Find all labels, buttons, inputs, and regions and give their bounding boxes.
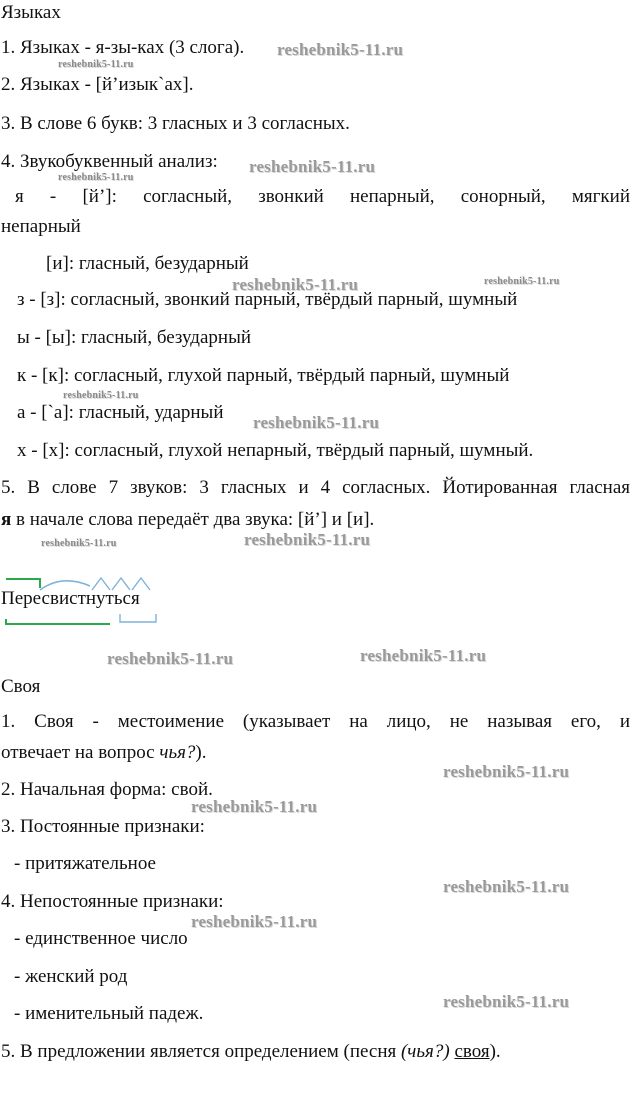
iotated-vowel-text: в начале слова передаёт два звука: [й’] и [и]. [11, 509, 375, 530]
watermark: reshebnik5-11.ru [443, 992, 570, 1011]
watermark: reshebnik5-11.ru [191, 912, 318, 931]
watermark: reshebnik5-11.ru [249, 157, 376, 176]
analysis-k: к - [к]: согласный, глухой парный, твёрдый парный, шумный [17, 365, 510, 386]
morpheme-word: Пересвистнуться [1, 588, 140, 609]
section1-title: Языках [1, 2, 61, 23]
watermark: reshebnik5-11.ru [191, 797, 318, 816]
sounds-count-line: 5. В слове 7 звуков: 3 гласных и 4 согласных. Йотированная гласная [1, 477, 630, 498]
analysis-z: з - [з]: согласный, звонкий парный, твёрдый парный, шумный [17, 289, 518, 310]
watermark: reshebnik5-11.ru [58, 172, 134, 183]
pronoun-definition: 1. Своя - местоимение (указывает на лицо, не называя его, и [1, 711, 630, 732]
analysis-i: [и]: гласный, безударный [46, 253, 249, 274]
watermark: reshebnik5-11.ru [443, 762, 570, 781]
analysis-ya: я - [й’]: согласный, звонкий непарный, сонорный, мягкий [15, 186, 630, 207]
syntactic-role-word: своя [454, 1041, 490, 1062]
analysis-y: ы - [ы]: гласный, безударный [17, 327, 252, 348]
letters-count-line: 3. В слове 6 букв: 3 гласных и 3 согласных. [1, 113, 350, 134]
pronoun-question-word: чья? [159, 742, 196, 763]
transcription-line: 2. Языках - [й’изык`ах]. [1, 74, 194, 95]
watermark: reshebnik5-11.ru [41, 538, 117, 549]
syntactic-role-post: ). [489, 1041, 501, 1062]
watermark: reshebnik5-11.ru [58, 59, 134, 70]
feature-possessive: - притяжательное [14, 853, 156, 874]
analysis-a: а - [`а]: гласный, ударный [17, 402, 224, 423]
syntactic-role-pre: 5. В предложении является определением (песня [1, 1041, 401, 1062]
watermark: reshebnik5-11.ru [443, 877, 570, 896]
feature-number: - единственное число [14, 928, 188, 949]
bold-letter: я [1, 509, 12, 530]
feature-case: - именительный падеж. [14, 1003, 204, 1024]
watermark: reshebnik5-11.ru [360, 646, 487, 665]
syllables-line: 1. Языках - я-зы-ках (3 слога). [1, 37, 245, 58]
initial-form-line: 2. Начальная форма: свой. [1, 779, 213, 800]
syntactic-role-line [1, 1041, 501, 1063]
watermark: reshebnik5-11.ru [63, 390, 139, 401]
watermark: reshebnik5-11.ru [107, 649, 234, 668]
analysis-h: х - [х]: согласный, глухой непарный, твёрдый парный, шумный. [17, 440, 534, 461]
watermark: reshebnik5-11.ru [253, 413, 380, 432]
pronoun-question-post: ). [195, 742, 207, 763]
watermark: reshebnik5-11.ru [244, 530, 371, 549]
pronoun-question-line [1, 742, 207, 764]
watermark: reshebnik5-11.ru [484, 276, 560, 287]
constant-features-heading: 3. Постоянные признаки: [1, 816, 205, 837]
iotated-vowel-line [1, 509, 374, 531]
section3-title: Своя [1, 676, 41, 697]
variable-features-heading: 4. Непостоянные признаки: [1, 891, 224, 912]
feature-gender: - женский род [14, 966, 128, 987]
analysis-ya-cont: непарный [1, 216, 81, 237]
watermark: reshebnik5-11.ru [232, 275, 359, 294]
pronoun-question-pre: отвечает на вопрос [1, 742, 160, 763]
analysis-heading: 4. Звукобуквенный анализ: [1, 151, 218, 172]
syntactic-role-question: (чья?) [400, 1041, 450, 1062]
watermark: reshebnik5-11.ru [277, 40, 404, 59]
